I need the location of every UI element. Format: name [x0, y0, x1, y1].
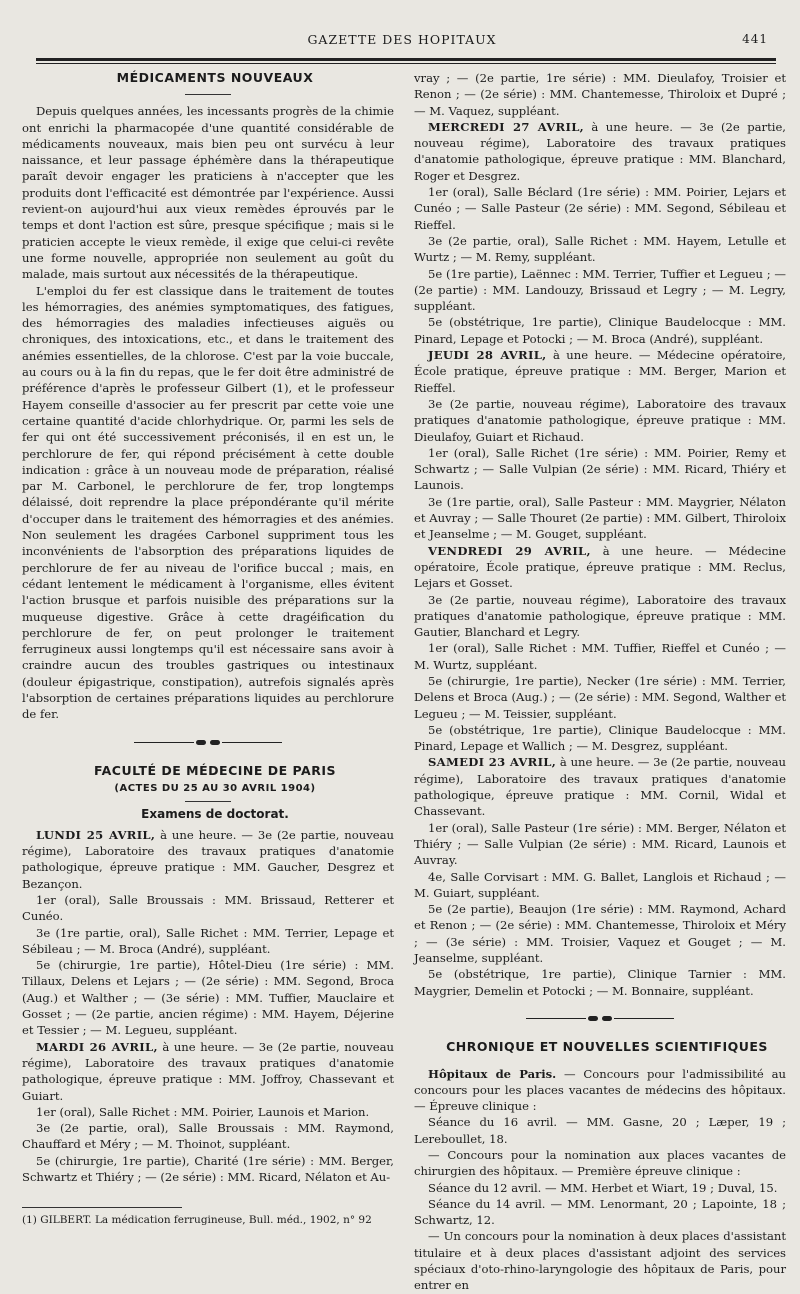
exam-entry: 1er (oral), Salle Richet : MM. Tuffier, Rieffel et Cunéo ; — M. Wurtz, suppléant.: [414, 641, 786, 672]
exam-entry: 5e (1re partie), Laënnec : MM. Terrier, Tuffier et Legueu ; — (2e partie) : MM. Landouzy, Brissaud et Legry ; — M. Legry, suppléant.: [414, 266, 786, 314]
exam-entry: 1er (oral), Salle Richet (1re série) : MM. Poirier, Remy et Schwartz ; — Salle Vulpian (2e série) : MM. Ricard, Thiéry et Launois.: [414, 445, 786, 493]
footnote: (1) GILBERT. La médication ferrugineuse, Bull. méd., 1902, n° 92: [22, 1214, 372, 1227]
exam-entry: 5e (chirurgie, 1re partie), Charité (1re série) : MM. Berger, Schwartz et Thiéry ; — (2e série) : MM. Ricard, Nélaton et Au-: [22, 1153, 394, 1184]
footnote-rule: [22, 1207, 182, 1208]
exam-day: MERCREDI 27 AVRIL,: [428, 119, 584, 134]
news-entry: — Concours pour la nomination aux places vacantes de chirurgien des hôpitaux. — Première épreuve clinique :: [414, 1148, 786, 1179]
exam-text: à une heure. — 3e (2e partie, nouveau régime), Laboratoire des travaux pratiques d'anatomie pathologique, épreuve pratique : MM. Cornil, Widal et Chassevant.: [414, 755, 786, 819]
section-subtitle-dates: (ACTES DU 25 AU 30 AVRIL 1904): [114, 783, 316, 795]
right-column: [414, 70, 786, 1294]
news-entry: — Un concours pour la nomination à deux places d'assistant titulaire et à deux places d'assistant adjoint des services spéciaux d'oto-rhino-laryngologie des hôpitaux de Paris, pour entrer en: [414, 1229, 786, 1293]
exam-day: JEUDI 28 AVRIL,: [428, 348, 547, 363]
exam-entry: [414, 543, 786, 592]
exam-day: MARDI 26 AVRIL,: [36, 1039, 158, 1054]
exam-entry: 5e (obstétrique, 1re partie), Clinique Baudelocque : MM. Pinard, Lepage et Potocki ; — M. Broca (André), suppléant.: [414, 315, 786, 346]
exam-entry: [22, 1039, 394, 1104]
news-entry: Séance du 16 avril. — MM. Gasne, 20 ; Læper, 19 ; Lereboullet, 18.: [414, 1115, 786, 1146]
header-rule-thin: [36, 63, 776, 64]
exam-entry: [22, 827, 394, 892]
exam-entry: 3e (2e partie, nouveau régime), Laboratoire des travaux pratiques d'anatomie pathologique, épreuve pratique : MM. Dieulafoy, Guiart et Richaud.: [414, 396, 786, 444]
paragraph: L'emploi du fer est classique dans le traitement de toutes les hémorragies, des anémies symptomatiques, des fatigues, des hémorragies des maladies infectieuses aiguës ou chroniques, des intoxications, etc., et dans le traitement des anémies essentielles, de la chlorose. C'est par la voie buccale, au cours ou à la fin du repas, que le fer doit être administré de préférence d'après le professeur Gilbert (1), et le professeur Hayem conseille d'associer au fer prescrit par cette voie une certaine quantité d'acide chlorhydrique. Or, parmi les sels de fer qui ont été successivement préconisés, il en est un, le perchlorure de fer, qui répond précisément à cette double indication : grâce à un nouveau mode de préparation, réalisé par M. Carbonel, le perchlorure de fer, trop longtemps délaissé, doit reprendre la place prépondérante qu'il mérite d'occuper dans le traitement des hémorragies et des anémies. Non seulement les dragées Carbonel suppriment tous les inconvénients de l'absorption des préparations liquides de perchlorure de fer au niveau de l'orifice buccal ; mais, en cédant lentement le médicament à l'organisme, elles évitent l'action brusque et parfois nuisible des préparations sur la muqueuse digestive. Grâce à cette dragéification du perchlorure de fer, on peut prolonger le traitement ferrugineux aussi longtemps qu'il est nécessaire sans avoir à craindre aucun des troubles gastriques ou intestinaux (douleur épigastrique, constipation), autrefois signalés après l'absorption de certaines préparations liquides au perchlorure de fer.: [22, 283, 394, 722]
section-rule: [185, 94, 231, 95]
exam-day: LUNDI 25 AVRIL,: [36, 827, 156, 842]
exam-entry: 1er (oral), Salle Richet : MM. Poirier, Launois et Marion.: [36, 1104, 370, 1119]
exam-entry: 4e, Salle Corvisart : MM. G. Ballet, Langlois et Richaud ; — M. Guiart, suppléant.: [414, 869, 786, 900]
section-divider-ornament: [22, 735, 394, 751]
exam-text: à une heure. — 3e (2e partie, nouveau régime), Laboratoire des travaux pratiques d'anatomie pathologique, épreuve pratique : MM. Joffroy, Chassevant et Guiart.: [22, 1039, 394, 1103]
exam-entry: vray ; — (2e partie, 1re série) : MM. Dieulafoy, Troisier et Renon ; — (2e série) : MM. Chantemesse, Thiroloix et Dupré ; — M. Vaquez, suppléant.: [414, 71, 786, 118]
exam-entry: 5e (chirurgie, 1re partie), Necker (1re série) : MM. Terrier, Delens et Broca (Aug.) ; — (2e série) : MM. Segond, Walther et Legueu ; — M. Teissier, suppléant.: [414, 673, 786, 721]
exam-day: SAMEDI 23 AVRIL,: [428, 755, 557, 770]
exam-entry: 5e (2e partie), Beaujon (1re série) : MM. Raymond, Achard et Renon ; — (2e série) : MM. Chantemesse, Thiroloix et Méry ; — (3e série) : MM. Troisier, Vaquez et Gouget ; — M. Jeanselme, suppléant.: [414, 902, 786, 966]
exam-entry: 5e (obstétrique, 1re partie), Clinique Tarnier : MM. Maygrier, Demelin et Potocki ; — M. Bonnaire, suppléant.: [414, 967, 786, 998]
exam-text: à une heure. — Médecine opératoire, École pratique, épreuve pratique : MM. Reclus, Lejars et Gosset.: [414, 543, 787, 591]
exam-entry: 3e (2e partie, oral), Salle Broussais : MM. Raymond, Chauffard et Méry ; — M. Thoinot, suppléant.: [22, 1121, 394, 1152]
page-number: 441: [742, 32, 768, 46]
exam-text: à une heure. — 3e (2e partie, nouveau régime), Laboratoire des travaux pratiques d'anatomie pathologique, épreuve pratique : MM. Gaucher, Desgrez et Bezançon.: [22, 827, 394, 891]
section-title-faculte: FACULTÉ DE MÉDECINE DE PARIS: [94, 762, 336, 778]
exam-text: à une heure. — 3e (2e partie, nouveau régime), Laboratoire des travaux pratiques d'anatomie pathologique, épreuve pratique : MM. Blanchard, Roger et Desgrez.: [414, 119, 786, 183]
section-subtitle-examens: Examens de doctorat.: [141, 807, 289, 822]
section-divider-ornament: [414, 1011, 786, 1027]
running-header: [36, 30, 768, 50]
section-title-chronique: CHRONIQUE ET NOUVELLES SCIENTIFIQUES: [446, 1039, 768, 1055]
exam-entry: 3e (2e partie, oral), Salle Richet : MM. Hayem, Letulle et Wurtz ; — M. Remy, suppléant.: [414, 233, 786, 265]
exam-text: à une heure. — Médecine opératoire, École pratique, épreuve pratique : MM. Berger, Marion et Rieffel.: [414, 348, 786, 395]
left-column: [22, 70, 394, 1229]
news-entry: [414, 1066, 786, 1115]
news-lead: Hôpitaux de Paris.: [428, 1066, 557, 1081]
exam-entry: 5e (obstétrique, 1re partie), Clinique Baudelocque : MM. Pinard, Lepage et Wallich ; — M. Desgrez, suppléant.: [414, 722, 786, 754]
exam-entry: [414, 347, 786, 396]
exam-entry: 3e (1re partie, oral), Salle Pasteur : MM. Maygrier, Nélaton et Auvray ; — Salle Thouret (2e partie) : MM. Gilbert, Thiroloix et Jeanselme ; — M. Gouget, suppléant.: [414, 494, 786, 542]
journal-title: GAZETTE DES HOPITAUX: [307, 32, 497, 47]
exam-entry: 3e (1re partie, oral), Salle Richet : MM. Terrier, Lepage et Sébileau ; — M. Broca (André), suppléant.: [22, 925, 394, 956]
exam-entry: 1er (oral), Salle Broussais : MM. Brissaud, Retterer et Cunéo.: [22, 892, 394, 924]
exam-entry: 1er (oral), Salle Pasteur (1re série) : MM. Berger, Nélaton et Thiéry ; — Salle Vulpian (2e série) : MM. Ricard, Launois et Auvray.: [414, 820, 786, 868]
exam-day: VENDREDI 29 AVRIL,: [428, 543, 591, 558]
news-entry: Séance du 12 avril. — MM. Herbet et Wiart, 19 ; Duval, 15.: [428, 1180, 778, 1195]
exam-entry: [414, 119, 786, 184]
section-title-medicaments: MÉDICAMENTS NOUVEAUX: [116, 70, 314, 85]
exam-entry: 5e (chirurgie, 1re partie), Hôtel-Dieu (1re série) : MM. Tillaux, Delens et Lejars ; — (2e série) : MM. Segond, Broca (Aug.) et Walther ; — (3e série) : MM. Tuffier, Mauclaire et Gosset ; — (2e partie, ancien régime) : MM. Hayem, Déjerine et Tessier ; — M. Legueu, suppléant.: [22, 958, 394, 1038]
news-text: — Concours pour l'admissibilité au concours pour les places vacantes de médecins des hôpitaux. — Épreuve clinique :: [414, 1066, 786, 1114]
exam-entry: 3e (2e partie, nouveau régime), Laboratoire des travaux pratiques d'anatomie pathologique, épreuve pratique : MM. Gautier, Blanchard et Legry.: [414, 592, 786, 640]
section-rule: [185, 801, 231, 802]
exam-entry: [414, 754, 786, 819]
paragraph: Depuis quelques années, les incessants progrès de la chimie ont enrichi la pharmacopée d'une quantité considérable de médicaments nouveaux, mais bien peu ont survécu à leur naissance, et leur passage éphémère dans la thérapeutique paraît devoir engager les praticiens à n'accepter que les produits dont l'efficacité est démontrée par l'expérience. Aussi revient-on aujourd'hui aux vieux remèdes éprouvés par le temps et dont l'action est sûre, presque spécifique ; mais si le praticien accepte le vieux remède, il exige que celui-ci revête une forme nouvelle, appropriée non seulement au goût du malade, mais surtout aux nécessités de la thérapeutique.: [22, 104, 394, 282]
exam-entry: 1er (oral), Salle Béclard (1re série) : MM. Poirier, Lejars et Cunéo ; — Salle Pasteur (2e série) : MM. Segond, Sébileau et Rieffel.: [414, 185, 786, 232]
header-rule-thick: [36, 58, 776, 61]
news-entry: Séance du 14 avril. — MM. Lenormant, 20 ; Lapointe, 18 ; Schwartz, 12.: [414, 1196, 786, 1228]
